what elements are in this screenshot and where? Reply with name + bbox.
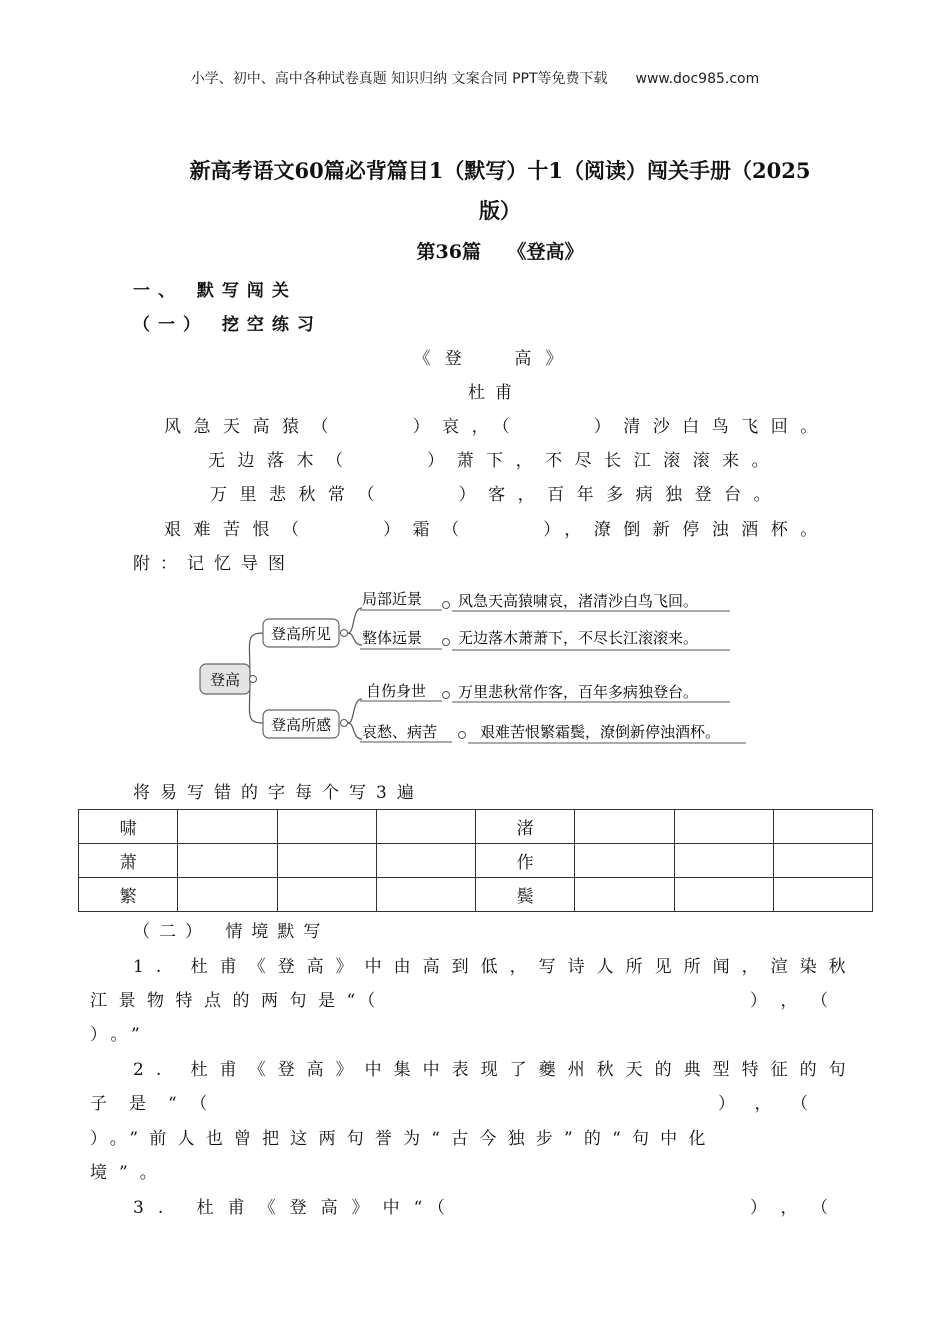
section1-sub1: （一） 挖空练习 bbox=[133, 315, 322, 335]
q3-line1-start: 3. 杜甫《登高》中“（ bbox=[133, 1198, 459, 1218]
char-cell: 渚 bbox=[475, 810, 574, 844]
write-cell[interactable] bbox=[575, 878, 674, 912]
table-row bbox=[79, 810, 873, 844]
leaf-2-1-text: 万里悲秋常作客，百年多病独登台。 bbox=[458, 683, 699, 701]
practice-label: 将易写错的字每个写3遍 bbox=[133, 783, 424, 803]
write-cell[interactable] bbox=[674, 844, 773, 878]
char-cell: 啸 bbox=[79, 810, 178, 844]
poem-title: 《登 高》 bbox=[413, 349, 577, 369]
char-cell: 萧 bbox=[79, 844, 178, 878]
poem-line-4: 艰难苦恨（ ）霜（ ），潦倒新停浊酒杯。 bbox=[164, 520, 830, 540]
poem-line-1: 风急天高猿（ ）哀，（ ）清沙白鸟飞回。 bbox=[164, 417, 830, 437]
write-cell[interactable] bbox=[376, 878, 475, 912]
doc-title-line2: 版） bbox=[479, 198, 521, 223]
leaf-1-1-text: 风急天高猿啸哀，渚清沙白鸟飞回。 bbox=[458, 592, 699, 610]
page-header bbox=[0, 68, 950, 88]
mindmap-label: 附：记忆导图 bbox=[133, 554, 295, 574]
branch-1-label: 登高所见 bbox=[270, 625, 332, 643]
write-cell[interactable] bbox=[773, 810, 872, 844]
write-cell[interactable] bbox=[376, 844, 475, 878]
branch-2-label: 登高所感 bbox=[270, 716, 332, 734]
chapter-title: 第36篇 《登高》 bbox=[416, 241, 584, 263]
write-cell[interactable] bbox=[773, 878, 872, 912]
q1-line3: ）。” bbox=[90, 1025, 152, 1045]
leaf-2-2-text: 艰难苦恨繁霜鬓，潦倒新停浊酒杯。 bbox=[480, 723, 721, 741]
mindmap-root-label: 登高 bbox=[209, 671, 241, 689]
mindmap-branch-2 bbox=[263, 710, 339, 738]
poem-line-3: 万里悲秋常（ ）客，百年多病独登台。 bbox=[210, 485, 784, 505]
write-cell[interactable] bbox=[178, 844, 277, 878]
char-cell: 繁 bbox=[79, 878, 178, 912]
section2-heading: （二） 情境默写 bbox=[133, 922, 330, 942]
leaf-2-1-name: 自伤身世 bbox=[366, 682, 427, 700]
leaf-1-1-name: 局部近景 bbox=[362, 590, 423, 608]
write-cell[interactable] bbox=[674, 878, 773, 912]
q1-line2-end: ），（ bbox=[750, 991, 850, 1011]
write-cell[interactable] bbox=[575, 810, 674, 844]
doc-title-line1: 新高考语文60篇必背篇目1（默写）十1（阅读）闯关手册（2025 bbox=[189, 158, 811, 183]
poem-author: 杜甫 bbox=[468, 383, 522, 403]
write-cell[interactable] bbox=[277, 810, 376, 844]
write-cell[interactable] bbox=[575, 844, 674, 878]
leaf-1-2-text: 无边落木萧萧下，不尽长江滚滚来。 bbox=[458, 629, 699, 647]
leaf-2-2-name: 哀愁、病苦 bbox=[362, 723, 438, 741]
write-cell[interactable] bbox=[674, 810, 773, 844]
q1-line1: 1. 杜甫《登高》中由高到低，写诗人所见所闻，渲染秋 bbox=[133, 957, 858, 977]
q2-line1: 2. 杜甫《登高》中集中表现了夔州秋天的典型特征的句 bbox=[133, 1060, 858, 1080]
header-url: www.doc985.com bbox=[635, 71, 760, 87]
q2-line2-end: ），（ bbox=[718, 1094, 836, 1114]
leaf-1-2-name: 整体远景 bbox=[362, 629, 423, 647]
write-cell[interactable] bbox=[376, 810, 475, 844]
q2-line3: ）。”前人也曾把这两句誉为“古今独步”的“句中化 bbox=[90, 1129, 717, 1149]
write-cell[interactable] bbox=[773, 844, 872, 878]
table-row bbox=[79, 844, 873, 878]
mindmap-branch-1 bbox=[263, 619, 339, 647]
section1-heading: 一、 默写闯关 bbox=[133, 281, 297, 301]
practice-table bbox=[78, 809, 873, 912]
q2-line4: 境”。 bbox=[90, 1163, 169, 1183]
write-cell[interactable] bbox=[277, 844, 376, 878]
q1-line2-start: 江景物特点的两句是“（ bbox=[90, 991, 387, 1011]
q2-line2-start: 子是“（ bbox=[90, 1094, 230, 1114]
write-cell[interactable] bbox=[277, 878, 376, 912]
header-left-text: 小学、初中、高中各种试卷真题 知识归纳 文案合同 PPT等免费下载 bbox=[190, 71, 608, 87]
mindmap-root bbox=[200, 664, 250, 694]
write-cell[interactable] bbox=[178, 810, 277, 844]
poem-line-2: 无边落木（ ）萧下，不尽长江滚滚来。 bbox=[208, 451, 782, 471]
q3-line1-end: ），（ bbox=[750, 1198, 850, 1218]
mindmap-diagram bbox=[190, 578, 760, 750]
write-cell[interactable] bbox=[178, 878, 277, 912]
char-cell: 作 bbox=[475, 844, 574, 878]
table-row bbox=[79, 878, 873, 912]
char-cell: 鬓 bbox=[475, 878, 574, 912]
